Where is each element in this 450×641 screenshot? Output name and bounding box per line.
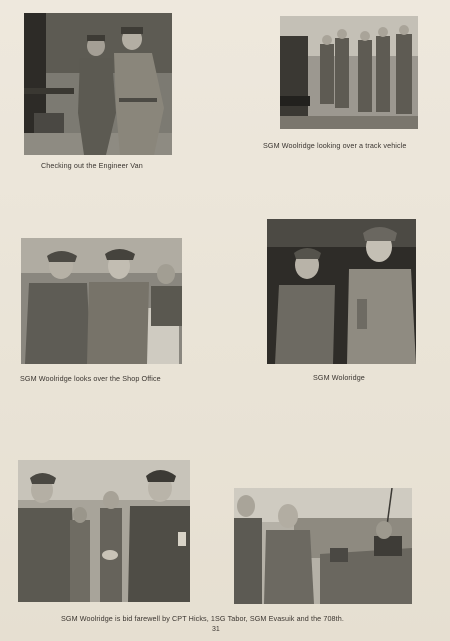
photo-sgm-woloridge-image xyxy=(267,219,416,364)
photo-engineer-van-image xyxy=(24,13,172,155)
photo-farewell-jeep-image xyxy=(234,488,412,604)
caption-shop-office: SGM Woolridge looks over the Shop Office xyxy=(20,374,161,383)
caption-sgm-woloridge: SGM Woloridge xyxy=(313,373,365,382)
caption-farewell: SGM Woolridge is bid farewell by CPT Hicks, 1SG Tabor, SGM Evasuik and the 708th. xyxy=(61,614,344,623)
photo-shop-office xyxy=(21,238,182,364)
photo-shop-office-image xyxy=(21,238,182,364)
photo-track-vehicle xyxy=(280,16,418,129)
caption-engineer-van: Checking out the Engineer Van xyxy=(41,161,143,170)
photo-engineer-van xyxy=(24,13,172,155)
photo-track-vehicle-image xyxy=(280,16,418,129)
photo-farewell-jeep xyxy=(234,488,412,604)
caption-track-vehicle: SGM Woolridge looking over a track vehicle xyxy=(263,141,407,150)
photo-sgm-woloridge xyxy=(267,219,416,364)
photo-farewell-handshake-image xyxy=(18,460,190,602)
page-number: 31 xyxy=(212,626,220,633)
photo-farewell-handshake xyxy=(18,460,190,602)
